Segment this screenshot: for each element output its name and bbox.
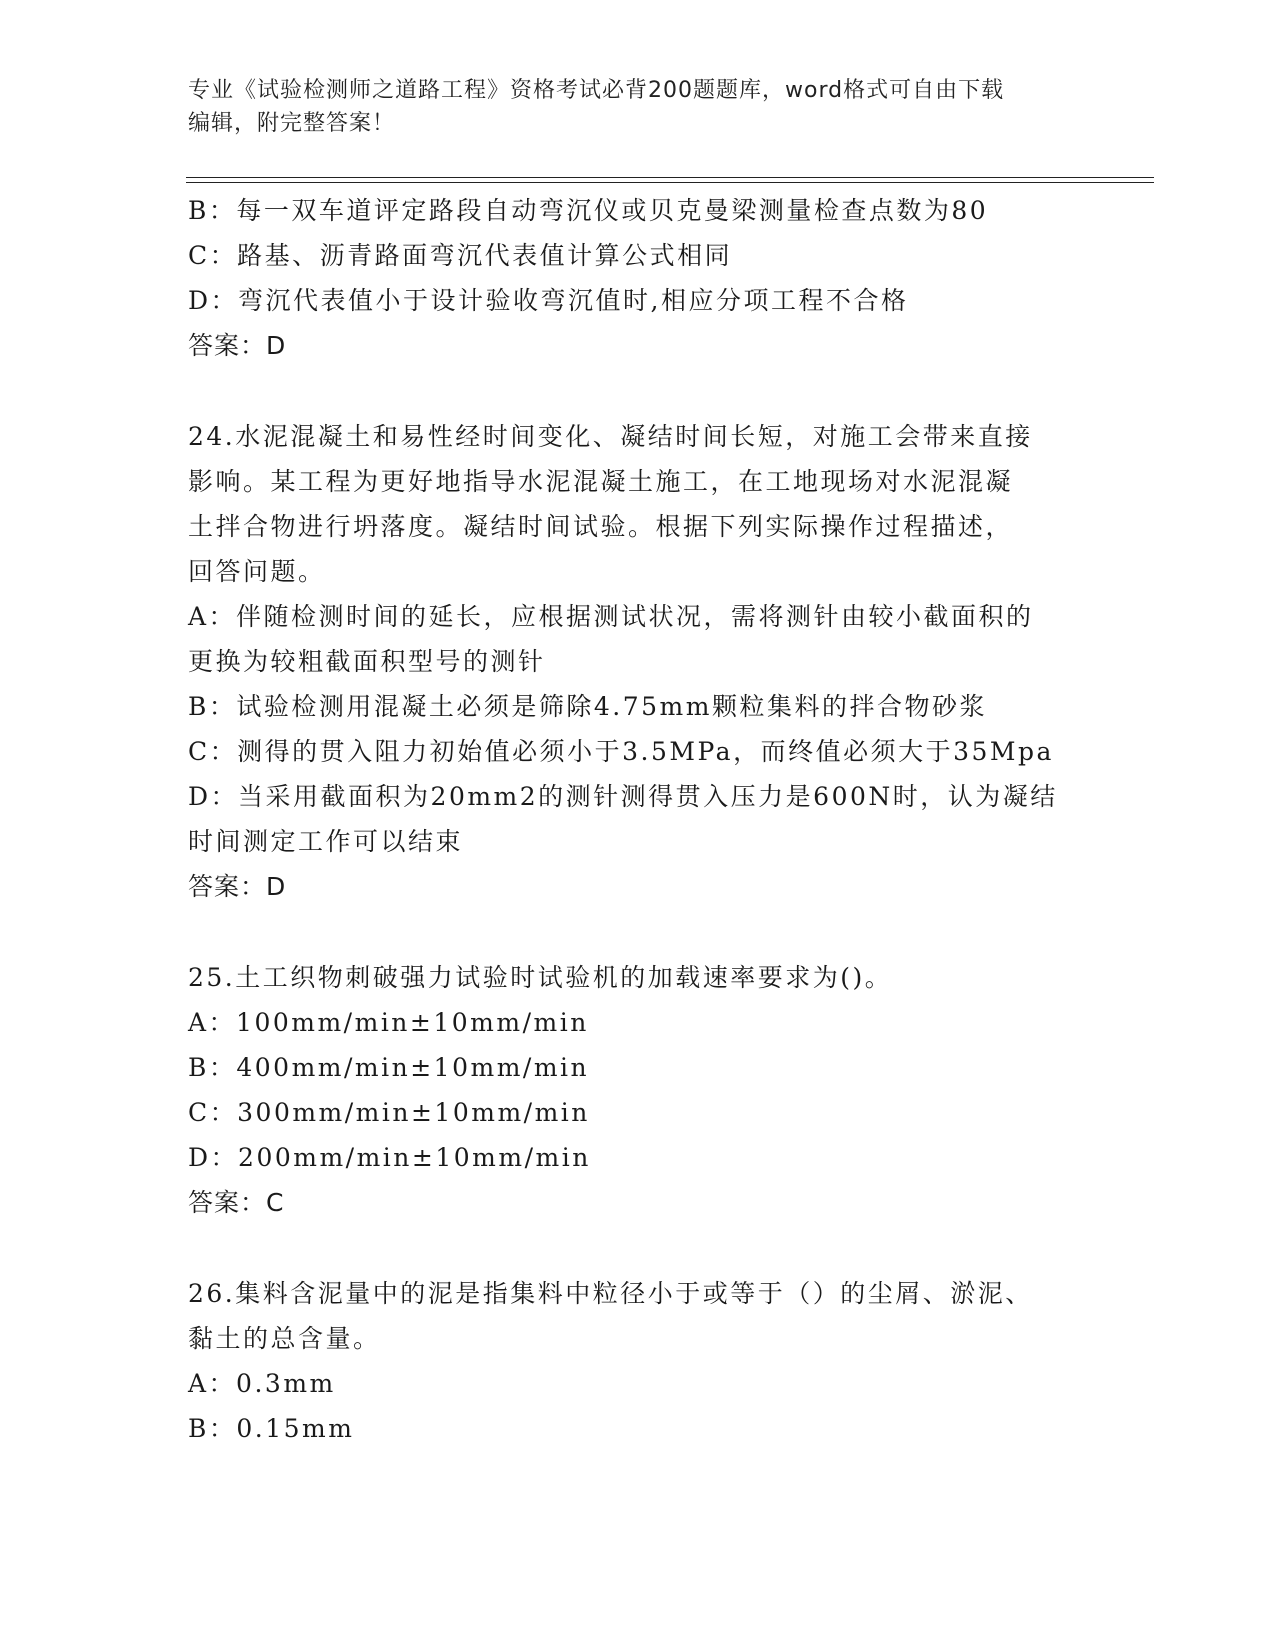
question-25-options [188,1000,1088,1180]
option-a: A：0.3mm [188,1369,336,1398]
question-content [188,188,1088,1451]
option-b: B：试验检测用混凝土必须是筛除4.75mm颗粒集料的拌合物砂浆 [188,692,987,721]
question-26-stem [188,1271,1088,1361]
option-a: A：100mm/min±10mm/min [188,1008,589,1037]
option-a-line-2: 更换为较粗截面积型号的测针 [188,647,546,676]
header-divider [186,177,1154,183]
question-25-stem [188,955,1088,1000]
question-25-answer: 答案：C [188,1188,285,1217]
question-26-options [188,1361,1088,1451]
question-text-line: 影响。某工程为更好地指导水泥混凝土施工，在工地现场对水泥混凝 [188,467,1014,496]
header-line-2: 编辑，附完整答案！ [188,111,396,136]
option-c: C：路基、沥青路面弯沉代表值计算公式相同 [188,241,733,270]
question-text-line: 回答问题。 [188,557,326,586]
question-24-stem [188,414,1088,594]
document-header [188,74,1068,140]
spacer [188,909,1088,955]
question-text-line: 25.土工织物刺破强力试验时试验机的加载速率要求为()。 [188,963,893,992]
question-text-line: 26.集料含泥量中的泥是指集料中粒径小于或等于（）的尘屑、淤泥、 [188,1279,1033,1308]
option-c: C：300mm/min±10mm/min [188,1098,590,1127]
option-d-line-1: D：当采用截面积为20mm2的测针测得贯入压力是600N时，认为凝结 [188,782,1058,811]
question-text-line: 黏土的总含量。 [188,1324,381,1353]
option-b: B：0.15mm [188,1414,355,1443]
question-23-answer: 答案：D [188,331,287,360]
question-24-answer: 答案：D [188,872,287,901]
option-b: B：每一双车道评定路段自动弯沉仪或贝克曼梁测量检查点数为80 [188,196,989,225]
question-text-line: 24.水泥混凝土和易性经时间变化、凝结时间长短，对施工会带来直接 [188,422,1033,451]
question-text-line: 土拌合物进行坍落度。凝结时间试验。根据下列实际操作过程描述， [188,512,1014,541]
option-b: B：400mm/min±10mm/min [188,1053,590,1082]
option-d-line-2: 时间测定工作可以结束 [188,827,464,856]
option-d: D：弯沉代表值小于设计验收弯沉值时,相应分项工程不合格 [188,286,909,315]
option-a-line-1: A：伴随检测时间的延长，应根据测试状况，需将测针由较小截面积的 [188,602,1034,631]
header-line-1: 专业《试验检测师之道路工程》资格考试必背200题题库，word格式可自由下载 [188,78,1005,103]
question-24-options [188,594,1088,864]
spacer [188,368,1088,414]
option-d: D：200mm/min±10mm/min [188,1143,591,1172]
option-c: C：测得的贯入阻力初始值必须小于3.5MPa，而终值必须大于35Mpa [188,737,1054,766]
spacer [188,1225,1088,1271]
question-23-options [188,188,1088,323]
